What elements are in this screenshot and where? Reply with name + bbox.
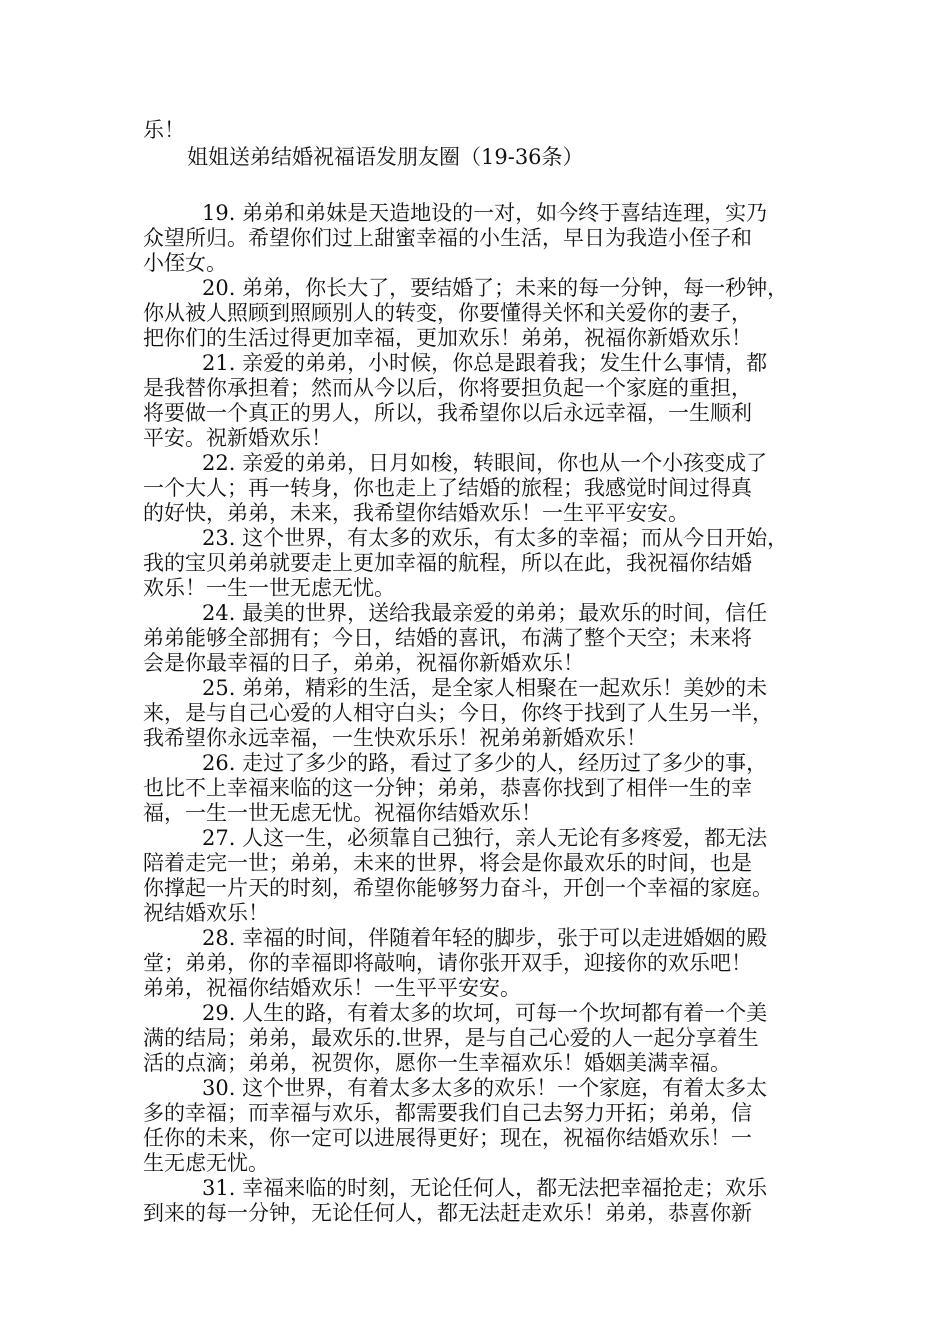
paragraph-line: 活的点滴；弟弟，祝贺你，愿你一生幸福欢乐！婚姻美满幸福。 xyxy=(143,1051,731,1075)
paragraph-line: 也比不上幸福来临的这一分钟；弟弟，恭喜你找到了相伴一生的幸 xyxy=(143,776,752,800)
paragraph xyxy=(143,1176,813,1226)
paragraph-line: 24. 最美的世界，送给我最亲爱的弟弟；最欢乐的时间，信任 xyxy=(202,601,768,625)
paragraph-line: 你撑起一片天的时刻，希望你能够努力奋斗，开创一个幸福的家庭。 xyxy=(143,876,773,900)
paragraph-line: 我希望你永远幸福，一生快欢乐乐！祝弟弟新婚欢乐！ xyxy=(143,726,647,750)
paragraph-line: 26. 走过了多少的路，看过了多少的人，经历过了多少的事， xyxy=(202,751,768,775)
paragraph xyxy=(143,1076,813,1176)
paragraph-line: 祝结婚欢乐！ xyxy=(143,901,269,925)
paragraph-line: 满的结局；弟弟，最欢乐的.世界，是与自己心爱的人一起分享着生 xyxy=(143,1026,759,1050)
paragraph-line: 29. 人生的路，有着太多的坎坷，可每一个坎坷都有着一个美 xyxy=(202,1001,768,1025)
paragraph-line: 任你的未来，你一定可以进展得更好；现在，祝福你结婚欢乐！一 xyxy=(143,1126,752,1150)
paragraph-line: 小侄女。 xyxy=(143,251,227,275)
paragraph-line: 30. 这个世界，有着太多太多的欢乐！一个家庭，有着太多太 xyxy=(202,1076,768,1100)
section-title: 姐姐送弟结婚祝福语发朋友圈（19-36条） xyxy=(187,145,584,169)
paragraph-list xyxy=(143,201,813,1226)
document-page xyxy=(143,118,813,1226)
paragraph xyxy=(143,451,813,526)
paragraph-line: 陪着走完一世；弟弟，未来的世界，将会是你最欢乐的时间，也是 xyxy=(143,851,752,875)
paragraph xyxy=(143,276,813,351)
paragraph-line: 的好快，弟弟，未来，我希望你结婚欢乐！一生平平安安。 xyxy=(143,501,689,525)
paragraph-line: 28. 幸福的时间，伴随着年轻的脚步，张于可以走进婚姻的殿 xyxy=(202,926,768,950)
paragraph xyxy=(143,1001,813,1076)
paragraph-line: 23. 这个世界，有太多的欢乐，有太多的幸福；而从今日开始， xyxy=(202,526,789,550)
paragraph-line: 27. 人这一生，必须靠自己独行，亲人无论有多疼爱，都无法 xyxy=(202,826,768,850)
paragraph-line: 25. 弟弟，精彩的生活，是全家人相聚在一起欢乐！美妙的未 xyxy=(202,676,768,700)
paragraph-line: 会是你最幸福的日子，弟弟，祝福你新婚欢乐！ xyxy=(143,651,584,675)
paragraph-line: 31. 幸福来临的时刻，无论任何人，都无法把幸福抢走；欢乐 xyxy=(202,1176,768,1200)
paragraph-line: 你从被人照顾到照顾别人的转变，你要懂得关怀和关爱你的妻子， xyxy=(143,301,752,325)
paragraph xyxy=(143,826,813,926)
paragraph-line: 一个大人；再一转身，你也走上了结婚的旅程；我感觉时间过得真 xyxy=(143,476,752,500)
paragraph-line: 多的幸福；而幸福与欢乐，都需要我们自己去努力开拓；弟弟，信 xyxy=(143,1101,752,1125)
paragraph-line: 19. 弟弟和弟妹是天造地设的一对，如今终于喜结连理，实乃 xyxy=(202,201,768,225)
paragraph-line: 22. 亲爱的弟弟，日月如梭，转眼间，你也从一个小孩变成了 xyxy=(202,451,768,475)
paragraph-line: 弟弟能够全部拥有；今日，结婚的喜讯，布满了整个天空；未来将 xyxy=(143,626,752,650)
paragraph-line: 我的宝贝弟弟就要走上更加幸福的航程，所以在此，我祝福你结婚 xyxy=(143,551,752,575)
paragraph-line: 将要做一个真正的男人，所以，我希望你以后永远幸福，一生顺利 xyxy=(143,401,752,425)
paragraph-line: 来，是与自己心爱的人相守白头；今日，你终于找到了人生另一半， xyxy=(143,701,773,725)
paragraph-line: 生无虑无忧。 xyxy=(143,1151,269,1175)
paragraph xyxy=(143,526,813,601)
paragraph-line: 众望所归。希望你们过上甜蜜幸福的小生活，早日为我造小侄子和 xyxy=(143,226,752,250)
paragraph-line: 欢乐！一生一世无虑无忧。 xyxy=(143,576,395,600)
paragraph-line: 堂；弟弟，你的幸福即将敲响，请你张开双手，迎接你的欢乐吧！ xyxy=(143,951,752,975)
paragraph xyxy=(143,751,813,826)
paragraph xyxy=(143,351,813,451)
paragraph-line: 福，一生一世无虑无忧。祝福你结婚欢乐！ xyxy=(143,801,542,825)
paragraph xyxy=(143,201,813,276)
title-spacer xyxy=(143,170,813,201)
paragraph-line: 把你们的生活过得更加幸福，更加欢乐！弟弟，祝福你新婚欢乐！ xyxy=(143,326,752,350)
paragraph xyxy=(143,676,813,751)
paragraph-line: 20. 弟弟，你长大了，要结婚了；未来的每一分钟，每一秒钟， xyxy=(202,276,789,300)
paragraph-line: 到来的每一分钟，无论任何人，都无法赶走欢乐！弟弟，恭喜你新 xyxy=(143,1201,752,1225)
leading-text: 乐！ xyxy=(143,118,185,142)
paragraph xyxy=(143,926,813,1001)
paragraph xyxy=(143,601,813,676)
paragraph-line: 是我替你承担着；然而从今以后，你将要担负起一个家庭的重担， xyxy=(143,376,752,400)
paragraph-line: 弟弟，祝福你结婚欢乐！一生平平安安。 xyxy=(143,976,521,1000)
paragraph-line: 平安。祝新婚欢乐！ xyxy=(143,426,332,450)
paragraph-line: 21. 亲爱的弟弟，小时候，你总是跟着我；发生什么事情，都 xyxy=(202,351,768,375)
